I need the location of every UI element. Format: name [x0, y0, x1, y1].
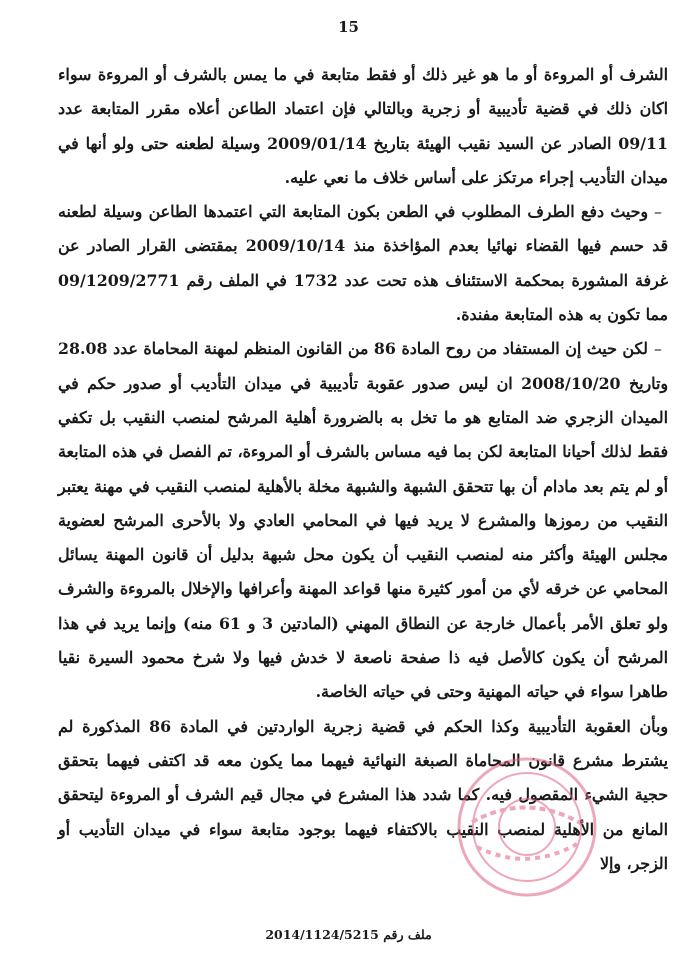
dash-bullet: – — [654, 202, 662, 222]
paragraph-2-text: وحيث دفع الطرف المطلوب في الطعن بكون المتابعة التي اعتمدها الطاعن وسيلة لطعنه قد حسم فيها القضاء نهائيا بعدم المؤاخذة منذ 2009/10/14 بمقتضى القرار الصادر عن غرفة المشورة بمحكمة الاستئناف هذه تحت عدد 1732 في الملف رقم 09/1209/2771 مما تكون به هذه المتابعة مفندة. — [58, 202, 669, 325]
paragraph-4: وبأن العقوبة التأديبية وكذا الحكم في قضية زجرية الواردتين في المادة 86 المذكورة لم يشترط مشرع قانون المحاماة الصبغة النهائية فيهما مما يكون معه قد اكتفى فيهما بتحقق حجية الشيء المقصول فيه. كما شدد هذا المشرع في مجال قيم الشرف أو المروءة ليتحقق المانع من الأهلية لمنصب النقيب بالاكتفاء فيهما بوجود متابعة سواء في ميدان التأديب أو الزجر، وإلا — [58, 716, 668, 873]
file-reference: ملف رقم 2014/1124/5215 — [265, 927, 432, 942]
paragraph-1: الشرف أو المروءة أو ما هو غير ذلك أو فقط متابعة في ما يمس بالشرف أو المروءة سواء اكان ذلك في قضية تأديبية أو زجرية وبالتالي فإن اعتماد الطاعن أعلاه مقرر المتابعة عدد 09/11 الصادر عن السيد نقيب الهيئة بتاريخ 2009/01/14 وسيلة لطعنه حتى ولو أنها في ميدان التأديب إجراء مرتكز على أساس خلاف ما نعي عليه. — [58, 65, 668, 187]
paragraph-3-text: لكن حيث إن المستفاد من روح المادة 86 من القانون المنظم لمهنة المحاماة عدد 28.08 وتاريخ 2008/10/20 ان ليس صدور عقوبة تأديبية في ميدان التأديب أو صدور حكم في الميدان الزجري ضد المتابع هو ما تخل به بالضرورة أهلية المرشح لمنصب النقيب بل تكفي فقط لذلك أحيانا المتابعة لكن بما فيه مساس بالشرف أو المروءة، تم الفصل في هذه المتابعة أو لم يتم بعد مادام أن بها تتحقق الشبهة والشبهة مخلة بالأهلية لمنصب النقيب في مهنة يعتبر النقيب من رموزها والمشرع لا يريد فيها في المحامي العادي ولا بالأحرى المرشح لعضوية مجلس الهيئة وأكثر منه لمنصب النقيب أن يكون محل شبهة بدليل أن قانون المهنة يسائل المحامي عن خرقه لأي من أمور كثيرة منها قواعد المهنة وأعرافها والإخلال بالمروءة والشرف ولو تعلق الأمر بأعمال خارجة عن النطاق المهني (المادتين 3 و 61 منه) وإنما يريد في هذا المرشح أن يكون كالأصل فيه ذا صفحة ناصعة لا خدش فيها ولا شرخ محمود السيرة نقيا طاهرا سواء في حياته المهنية وحتى في حياته الخاصة. — [58, 339, 669, 702]
page-number: 15 — [338, 18, 359, 36]
paragraph-2 — [58, 195, 668, 332]
document-body — [58, 58, 668, 881]
paragraph-3 — [58, 332, 668, 709]
dash-bullet: – — [654, 339, 662, 359]
